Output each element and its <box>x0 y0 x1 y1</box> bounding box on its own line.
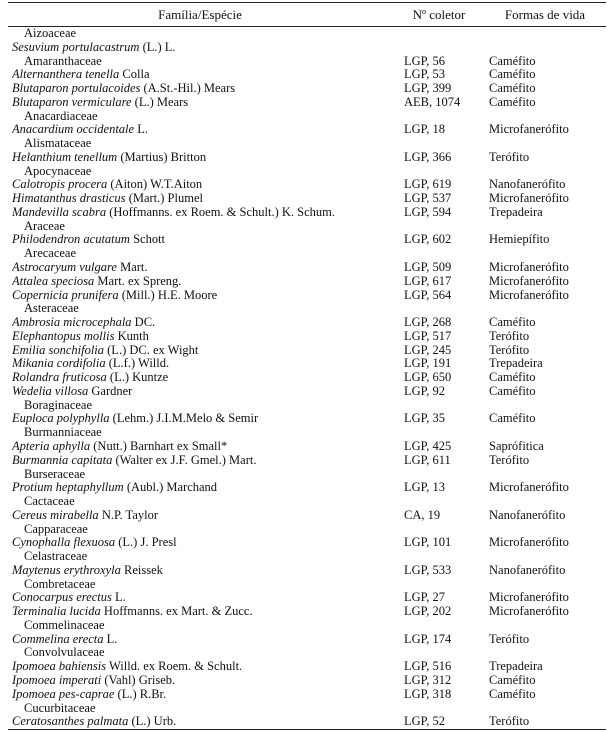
species-name: Euploca polyphylla <box>12 412 110 426</box>
species-row <box>0 633 609 647</box>
species-cell <box>12 605 397 619</box>
species-row <box>0 674 609 688</box>
species-row <box>0 591 609 605</box>
species-author: N.P. Taylor <box>101 508 159 522</box>
species-name: Alternanthera tenella <box>12 68 120 82</box>
species-row <box>0 289 609 303</box>
species-name: Burmannia capitata <box>12 453 113 467</box>
family-row <box>0 702 609 716</box>
collector-number: LGP, 191 <box>404 356 452 371</box>
species-cell <box>12 633 397 647</box>
species-row <box>0 68 609 82</box>
family-name: Celastraceae <box>24 550 88 564</box>
collector-number: LGP, 399 <box>404 81 452 96</box>
family-name: Capparaceae <box>24 522 88 536</box>
species-row <box>0 82 609 96</box>
species-author: (A.St.-Hil.) Mears <box>143 82 236 96</box>
family-row <box>0 27 609 41</box>
species-cell <box>12 412 397 426</box>
species-author: (L.) L. <box>142 40 176 54</box>
collector-number: LGP, 594 <box>404 204 452 219</box>
family-row <box>0 302 609 316</box>
family-row <box>0 619 609 633</box>
life-form: Microfanerófito <box>489 590 569 605</box>
species-cell <box>12 344 397 358</box>
collector-number: LGP, 312 <box>404 672 452 687</box>
collector-number: LGP, 27 <box>404 590 445 605</box>
species-row <box>0 151 609 165</box>
species-name: Ipomoea pes-caprae <box>12 687 115 701</box>
species-author: (Hoffmanns. ex Roem. & Schult.) K. Schum. <box>109 205 336 219</box>
family-row <box>0 426 609 440</box>
life-form: Terófito <box>489 328 530 343</box>
species-row <box>0 357 609 371</box>
species-row <box>0 344 609 358</box>
species-name: Cynophalla flexuosa <box>12 536 116 550</box>
species-cell <box>12 564 397 578</box>
collector-number: AEB, 1074 <box>404 94 461 109</box>
life-form: Microfanerófito <box>489 191 569 206</box>
species-author: (L.) J. Presl <box>118 536 177 550</box>
species-author: Hoffmanns. ex Mart. & Zucc. <box>103 605 253 619</box>
species-name: Terminalia lucida <box>12 605 101 619</box>
species-name: Copernicia prunifera <box>12 288 119 302</box>
collector-number: LGP, 56 <box>404 53 445 68</box>
species-name: Attalea speciosa <box>12 274 95 288</box>
species-cell <box>12 192 397 206</box>
species-name: Apteria aphylla <box>12 439 91 453</box>
family-row <box>0 165 609 179</box>
collector-number: LGP, 509 <box>404 260 452 275</box>
species-cell <box>12 178 397 192</box>
species-cell <box>12 481 397 495</box>
species-name: Mandevilla scabra <box>12 205 107 219</box>
collector-number: LGP, 516 <box>404 659 452 674</box>
family-name: Alismataceae <box>24 137 92 151</box>
family-name: Convolvulaceae <box>24 646 105 660</box>
species-name: Blutaparon portulacoides <box>12 82 141 96</box>
life-form: Trepadeira <box>489 204 543 219</box>
table-bottom-rule <box>8 729 606 730</box>
species-name: Cereus mirabella <box>12 508 99 522</box>
species-cell <box>12 371 397 385</box>
species-name: Protium heptaphyllum <box>12 481 124 495</box>
collector-number: LGP, 602 <box>404 232 452 247</box>
collector-number: LGP, 533 <box>404 562 452 577</box>
species-name: Calotropis procera <box>12 178 108 192</box>
species-name: Commelina erecta <box>12 632 104 646</box>
species-name: Anacardium occidentale <box>12 123 135 137</box>
species-cell <box>12 688 397 702</box>
species-name: Ceratosanthes palmata <box>12 715 129 729</box>
family-name: Amaranthaceae <box>24 54 102 68</box>
species-author: Mart. <box>120 261 148 275</box>
species-author: (L.) R.Br. <box>117 687 167 701</box>
species-author: (L.) Mears <box>134 95 189 109</box>
family-row <box>0 137 609 151</box>
life-form: Saprófitica <box>489 438 544 453</box>
life-form: Caméfito <box>489 672 536 687</box>
family-row <box>0 468 609 482</box>
species-cell <box>12 41 397 55</box>
header-life-form: Formas de vida <box>504 7 586 22</box>
family-name: Cactaceae <box>24 495 75 509</box>
life-form: Caméfito <box>489 315 536 330</box>
species-name: Ipomoea bahiensis <box>12 660 107 674</box>
species-cell <box>12 316 397 330</box>
life-form: Nanofanerófito <box>489 507 566 522</box>
species-author: (L.) Kuntze <box>109 371 169 385</box>
species-author: Colla <box>122 68 150 82</box>
species-cell <box>12 289 397 303</box>
species-name: Philodendron acutatum <box>12 233 130 247</box>
life-form: Microfanerófito <box>489 273 569 288</box>
species-cell <box>12 233 397 247</box>
life-form: Caméfito <box>489 94 536 109</box>
header-family-species: Família/Espécie <box>158 7 242 22</box>
life-form: Hemiepífito <box>489 232 550 247</box>
species-name: Ambrosia microcephala <box>12 316 132 330</box>
species-row <box>0 509 609 523</box>
family-row <box>0 646 609 660</box>
species-row <box>0 385 609 399</box>
life-form: Terófito <box>489 631 530 646</box>
species-row <box>0 371 609 385</box>
life-form: Caméfito <box>489 383 536 398</box>
species-author: L. <box>137 123 148 137</box>
life-form: Nanofanerófito <box>489 562 566 577</box>
species-cell <box>12 206 397 220</box>
family-name: Burseraceae <box>24 467 86 481</box>
collector-number: LGP, 18 <box>404 122 445 137</box>
species-author: (Martius) Britton <box>120 150 207 164</box>
species-author: L. <box>115 591 126 605</box>
species-author: (Mart.) Plumel <box>128 192 203 206</box>
species-row <box>0 178 609 192</box>
species-cell <box>12 68 397 82</box>
species-name: Conocarpus erectus <box>12 591 112 605</box>
life-form: Caméfito <box>489 53 536 68</box>
family-name: Aizoaceae <box>24 27 77 40</box>
species-row <box>0 536 609 550</box>
collector-number: LGP, 202 <box>404 604 452 619</box>
species-name: Ipomoea imperati <box>12 673 102 687</box>
species-name: Himatanthus drasticus <box>12 192 126 206</box>
species-row <box>0 96 609 110</box>
family-row <box>0 55 609 69</box>
species-author: (Aiton) W.T.Aiton <box>110 178 203 192</box>
collector-number: LGP, 101 <box>404 535 452 550</box>
species-author: DC. <box>134 316 156 330</box>
species-cell <box>12 591 397 605</box>
species-cell <box>12 96 397 110</box>
life-form: Terófito <box>489 342 530 357</box>
species-cell <box>12 151 397 165</box>
species-row <box>0 715 609 729</box>
collector-number: LGP, 13 <box>404 480 445 495</box>
collector-number: LGP, 366 <box>404 149 452 164</box>
family-row <box>0 495 609 509</box>
species-author: Willd. ex Roem. & Schult. <box>109 660 243 674</box>
species-author: Mart. ex Spreng. <box>97 274 182 288</box>
species-author: (Lehm.) J.I.M.Melo & Semir <box>112 412 259 426</box>
species-author: Schott <box>133 233 166 247</box>
family-name: Anacardiaceae <box>24 109 98 123</box>
species-cell <box>12 674 397 688</box>
species-author: Gardner <box>91 384 133 398</box>
life-form: Trepadeira <box>489 659 543 674</box>
species-cell <box>12 357 397 371</box>
species-row <box>0 440 609 454</box>
species-cell <box>12 715 397 729</box>
collector-number: CA, 19 <box>404 507 441 522</box>
species-cell <box>12 123 397 137</box>
life-form: Microfanerófito <box>489 535 569 550</box>
life-form: Caméfito <box>489 67 536 82</box>
life-form: Microfanerófito <box>489 604 569 619</box>
species-row <box>0 605 609 619</box>
species-name: Maytenus erythroxyla <box>12 563 121 577</box>
table-top-rule <box>8 2 606 3</box>
species-author: (Aubl.) Marchand <box>126 481 218 495</box>
family-row <box>0 578 609 592</box>
species-row <box>0 233 609 247</box>
family-name: Asteraceae <box>24 302 79 316</box>
species-name: Helanthium tenellum <box>12 150 118 164</box>
table-body <box>0 27 609 729</box>
species-author: (Vahl) Griseb. <box>104 673 176 687</box>
species-name: Mikania cordifolia <box>12 357 106 371</box>
collector-number: LGP, 617 <box>404 273 452 288</box>
collector-number: LGP, 611 <box>404 452 451 467</box>
species-name: Emilia sonchifolia <box>12 343 105 357</box>
species-cell <box>12 330 397 344</box>
collector-number: LGP, 53 <box>404 67 445 82</box>
species-author: L. <box>106 632 118 646</box>
species-cell <box>12 660 397 674</box>
life-form: Caméfito <box>489 370 536 385</box>
species-name: Wedelia villosa <box>12 384 89 398</box>
header-collector-number: Nº coletor <box>412 7 466 22</box>
collector-number: LGP, 268 <box>404 315 452 330</box>
collector-number: LGP, 619 <box>404 177 452 192</box>
family-name: Cucurbitaceae <box>24 701 96 715</box>
life-form: Terófito <box>489 452 530 467</box>
collector-number: LGP, 35 <box>404 411 445 426</box>
species-author: (L.) DC. ex Wight <box>107 343 199 357</box>
collector-number: LGP, 245 <box>404 342 452 357</box>
collector-number: LGP, 564 <box>404 287 452 302</box>
species-row <box>0 481 609 495</box>
collector-number: LGP, 92 <box>404 383 445 398</box>
life-form: Nanofanerófito <box>489 177 566 192</box>
species-row <box>0 261 609 275</box>
species-cell <box>12 454 397 468</box>
species-author: (L.) Urb. <box>131 715 177 729</box>
species-row <box>0 192 609 206</box>
collector-number: LGP, 425 <box>404 438 452 453</box>
species-row <box>0 330 609 344</box>
family-row <box>0 523 609 537</box>
life-form: Terófito <box>489 149 530 164</box>
species-row <box>0 316 609 330</box>
species-row <box>0 564 609 578</box>
species-name: Blutaparon vermiculare <box>12 95 132 109</box>
species-cell <box>12 261 397 275</box>
life-form: Trepadeira <box>489 356 543 371</box>
species-name: Sesuvium portulacastrum <box>12 40 140 54</box>
family-name: Apocynaceae <box>24 164 92 178</box>
life-form: Terófito <box>489 714 530 729</box>
species-row <box>0 660 609 674</box>
life-form: Microfanerófito <box>489 122 569 137</box>
family-name: Araceae <box>24 219 65 233</box>
collector-number: LGP, 517 <box>404 328 452 343</box>
species-name: Astrocaryum vulgare <box>12 261 117 275</box>
collector-number: LGP, 650 <box>404 370 452 385</box>
family-name: Burmanniaceae <box>24 426 102 440</box>
family-name: Arecaceae <box>24 247 77 261</box>
species-cell <box>12 440 397 454</box>
species-row <box>0 688 609 702</box>
family-row <box>0 247 609 261</box>
species-row <box>0 412 609 426</box>
collector-number: LGP, 537 <box>404 191 452 206</box>
collector-number: LGP, 174 <box>404 631 452 646</box>
species-cell <box>12 385 397 399</box>
species-cell <box>12 82 397 96</box>
species-author: (Nutt.) Barnhart ex Small* <box>93 439 228 453</box>
species-name: Elephantopus mollis <box>12 329 115 343</box>
family-name: Combretaceae <box>24 577 96 591</box>
species-cell <box>12 536 397 550</box>
family-name: Boraginaceae <box>24 398 93 412</box>
species-name: Rolandra fruticosa <box>12 371 107 385</box>
life-form: Microfanerófito <box>489 480 569 495</box>
family-row <box>0 399 609 413</box>
collector-number: LGP, 52 <box>404 714 445 729</box>
life-form: Microfanerófito <box>489 287 569 302</box>
life-form: Caméfito <box>489 81 536 96</box>
species-author: (Mill.) H.E. Moore <box>121 288 218 302</box>
life-form: Caméfito <box>489 686 536 701</box>
species-author: Kunth <box>117 329 149 343</box>
species-row <box>0 123 609 137</box>
family-name: Commelinaceae <box>24 618 105 632</box>
family-row <box>0 110 609 124</box>
family-row <box>0 550 609 564</box>
species-row <box>0 206 609 220</box>
family-row <box>0 220 609 234</box>
species-author: (Walter ex J.F. Gmel.) Mart. <box>115 453 257 467</box>
species-row <box>0 275 609 289</box>
species-row <box>0 41 609 55</box>
species-author: (L.f.) Willd. <box>108 357 170 371</box>
life-form: Caméfito <box>489 411 536 426</box>
species-row <box>0 454 609 468</box>
life-form: Microfanerófito <box>489 260 569 275</box>
species-cell <box>12 275 397 289</box>
collector-number: LGP, 318 <box>404 686 452 701</box>
species-author: Reissek <box>124 563 163 577</box>
species-cell <box>12 509 397 523</box>
